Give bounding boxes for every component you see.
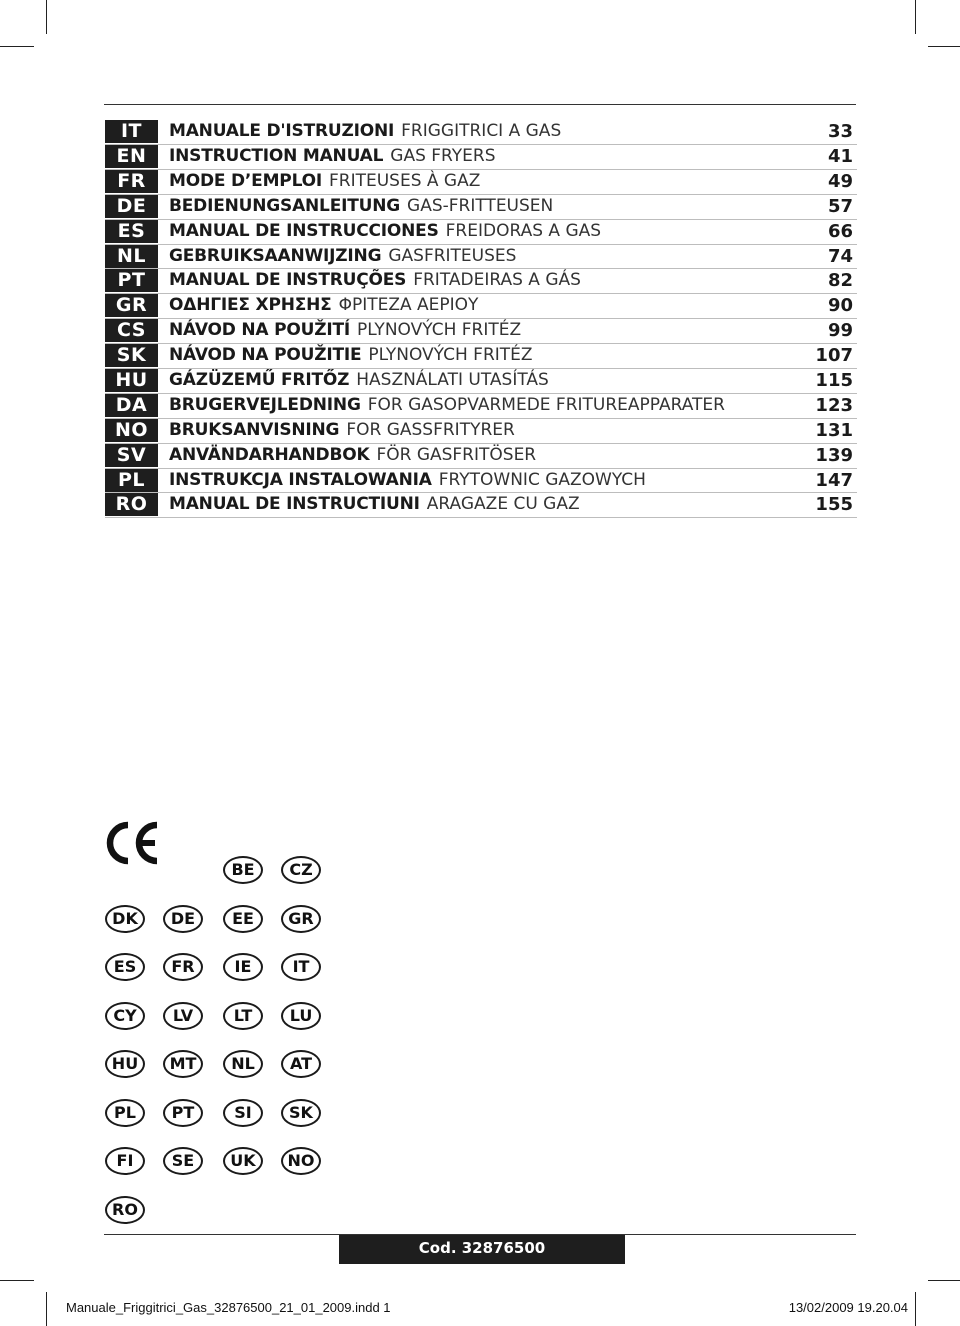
- toc-row: [105, 419, 857, 444]
- country-badge: AT: [281, 1050, 321, 1078]
- crop-mark-top-right-v: [915, 0, 916, 34]
- manual-title: [169, 344, 533, 367]
- page-number: 90: [827, 295, 853, 317]
- manual-type: INSTRUCTION MANUAL: [169, 146, 384, 166]
- page-number: 131: [815, 419, 853, 441]
- manual-title: [169, 294, 478, 317]
- footer-file-name: Manuale_Friggitrici_Gas_32876500_21_01_2009.indd 1: [66, 1300, 391, 1315]
- language-code: FR: [105, 170, 158, 193]
- country-badge: LV: [163, 1002, 203, 1030]
- manual-title: [169, 369, 549, 392]
- manual-type: INSTRUKCJA INSTALOWANIA: [169, 469, 432, 490]
- manual-title: [169, 245, 516, 268]
- product-name: FRYTOWNIC GAZOWYCH: [438, 469, 646, 490]
- country-badge: PT: [163, 1099, 203, 1127]
- toc-row: [105, 369, 857, 394]
- language-code: DA: [105, 394, 158, 417]
- ce-mark-icon: [104, 820, 160, 866]
- manual-type: MANUAL DE INSTRUÇÕES: [169, 270, 407, 291]
- manual-title: [169, 220, 601, 243]
- country-badge: FI: [105, 1147, 145, 1175]
- language-code: PL: [105, 469, 158, 492]
- product-name: FRITEUSES À GAZ: [328, 170, 481, 191]
- page-number: 139: [815, 444, 853, 466]
- product-name: FÖR GASFRITÖSER: [376, 444, 537, 465]
- product-name: GAS FRYERS: [390, 146, 496, 166]
- toc-row: [105, 394, 857, 419]
- product-name: FRITADEIRAS A GÁS: [413, 270, 581, 291]
- country-badge: IE: [223, 953, 263, 981]
- manual-title: [169, 319, 521, 342]
- toc-row: [105, 195, 857, 220]
- country-badge: NL: [223, 1050, 263, 1078]
- language-code: HU: [105, 369, 158, 392]
- country-badge: SE: [163, 1147, 203, 1175]
- language-code: DE: [105, 195, 158, 218]
- language-code: GR: [105, 294, 158, 317]
- toc-row: [105, 444, 857, 469]
- page-number: 115: [815, 370, 853, 392]
- product-name: ΦΡΙΤΕΖΑ ΑΕΡΙΟΥ: [338, 295, 479, 316]
- manual-title: [169, 493, 580, 516]
- toc-row: [105, 269, 857, 294]
- page-number: 99: [827, 320, 853, 342]
- product-name: FREIDORAS A GAS: [445, 220, 602, 241]
- country-badge: LT: [223, 1002, 263, 1030]
- country-badge: IT: [281, 953, 321, 981]
- manual-type: ANVÄNDARHANDBOK: [169, 444, 370, 465]
- country-badge: UK: [223, 1147, 263, 1175]
- toc-row: [105, 120, 857, 145]
- manual-title: [169, 170, 480, 193]
- manual-type: NÁVOD NA POUŽITÍ: [169, 320, 350, 341]
- product-name: GASFRITEUSES: [388, 245, 517, 266]
- toc-row: [105, 319, 857, 344]
- manual-type: GEBRUIKSAANWIJZING: [169, 245, 382, 266]
- crop-mark-top-right-h: [928, 46, 960, 47]
- toc-row: [105, 344, 857, 369]
- country-badge: RO: [105, 1196, 145, 1224]
- country-badge: MT: [163, 1050, 203, 1078]
- manual-type: BRUGERVEJLEDNING: [169, 394, 361, 415]
- product-name: GAS-FRITTEUSEN: [407, 195, 554, 216]
- toc-row: [105, 245, 857, 270]
- manual-title: [169, 444, 536, 467]
- page-number: 66: [827, 220, 853, 242]
- country-badge: SK: [281, 1099, 321, 1127]
- top-rule: [104, 104, 856, 105]
- manual-title: [169, 120, 561, 143]
- country-badge: DE: [163, 905, 203, 933]
- page-number: 107: [815, 345, 853, 367]
- product-name: PLYNOVÝCH FRITÉZ: [368, 345, 533, 366]
- country-badge: BE: [223, 856, 263, 884]
- language-code: SV: [105, 444, 158, 467]
- language-code: EN: [105, 145, 158, 168]
- country-badge: FR: [163, 953, 203, 981]
- page-number: 74: [827, 245, 853, 267]
- language-code: NL: [105, 245, 158, 268]
- manual-title: [169, 419, 515, 442]
- language-code: PT: [105, 269, 158, 292]
- product-code-label: Cod. 32876500: [339, 1235, 625, 1264]
- country-badge: GR: [281, 905, 321, 933]
- country-badge: EE: [223, 905, 263, 933]
- language-code: SK: [105, 344, 158, 367]
- manual-title: [169, 469, 646, 492]
- toc-row: [105, 145, 857, 170]
- manual-type: GÁZÜZEMŰ FRITŐZ: [169, 370, 350, 391]
- country-badge: HU: [105, 1050, 145, 1078]
- product-name: FOR GASOPVARMEDE FRITUREAPPARATER: [367, 394, 725, 415]
- manual-title: [169, 195, 553, 218]
- toc-row: [105, 220, 857, 245]
- country-badge: NO: [281, 1147, 321, 1175]
- page-number: 57: [827, 195, 853, 217]
- language-code: RO: [105, 493, 158, 516]
- page-number: 49: [827, 170, 853, 192]
- page-number: 147: [815, 469, 853, 491]
- manual-type: ΟΔΗΓΙΕΣ ΧΡΗΣΗΣ: [169, 295, 332, 316]
- page-number: 33: [827, 121, 853, 142]
- manual-type: BRUKSANVISNING: [169, 419, 340, 440]
- manual-type: MANUAL DE INSTRUCCIONES: [169, 220, 439, 241]
- manual-title: [169, 269, 581, 292]
- page-number: 41: [827, 146, 853, 167]
- language-code: CS: [105, 319, 158, 342]
- manual-type: NÁVOD NA POUŽITIE: [169, 345, 362, 366]
- country-badge: LU: [281, 1002, 321, 1030]
- country-badge: ES: [105, 953, 145, 981]
- toc-row: [105, 170, 857, 195]
- language-code: NO: [105, 419, 158, 442]
- product-name: ARAGAZE CU GAZ: [426, 494, 580, 515]
- country-badge: DK: [105, 905, 145, 933]
- page-number: 82: [827, 270, 853, 292]
- product-name: FOR GASSFRITYRER: [346, 419, 515, 440]
- manual-type: MODE D’EMPLOI: [169, 170, 322, 191]
- crop-mark-bottom-left-h: [0, 1280, 34, 1281]
- footer-datetime: 13/02/2009 19.20.04: [788, 1300, 908, 1315]
- crop-mark-bottom-right-h: [928, 1280, 960, 1281]
- manual-title: [169, 145, 496, 168]
- toc-row: [105, 294, 857, 319]
- toc-row: [105, 469, 857, 494]
- manual-type: MANUALE D'ISTRUZIONI: [169, 121, 395, 141]
- page-number: 155: [815, 494, 853, 516]
- crop-mark-top-left-v: [46, 0, 47, 34]
- crop-mark-top-left-h: [0, 46, 34, 47]
- country-badge: PL: [105, 1099, 145, 1127]
- crop-mark-bottom-right-v: [915, 1292, 916, 1326]
- language-code: IT: [105, 120, 158, 143]
- country-badge: SI: [223, 1099, 263, 1127]
- language-code: ES: [105, 220, 158, 243]
- country-badge: CY: [105, 1002, 145, 1030]
- product-name: PLYNOVÝCH FRITÉZ: [356, 320, 522, 341]
- product-name: HASZNÁLATI UTASÍTÁS: [356, 370, 549, 391]
- manual-type: BEDIENUNGSANLEITUNG: [169, 195, 401, 216]
- crop-mark-bottom-left-v: [46, 1292, 47, 1326]
- manual-type: MANUAL DE INSTRUCTIUNI: [169, 494, 420, 515]
- product-name: FRIGGITRICI A GAS: [401, 121, 562, 141]
- toc-row: [105, 493, 857, 518]
- page-number: 123: [815, 394, 853, 416]
- country-badge: CZ: [281, 856, 321, 884]
- manual-title: [169, 394, 725, 417]
- manual-language-index: [105, 120, 857, 518]
